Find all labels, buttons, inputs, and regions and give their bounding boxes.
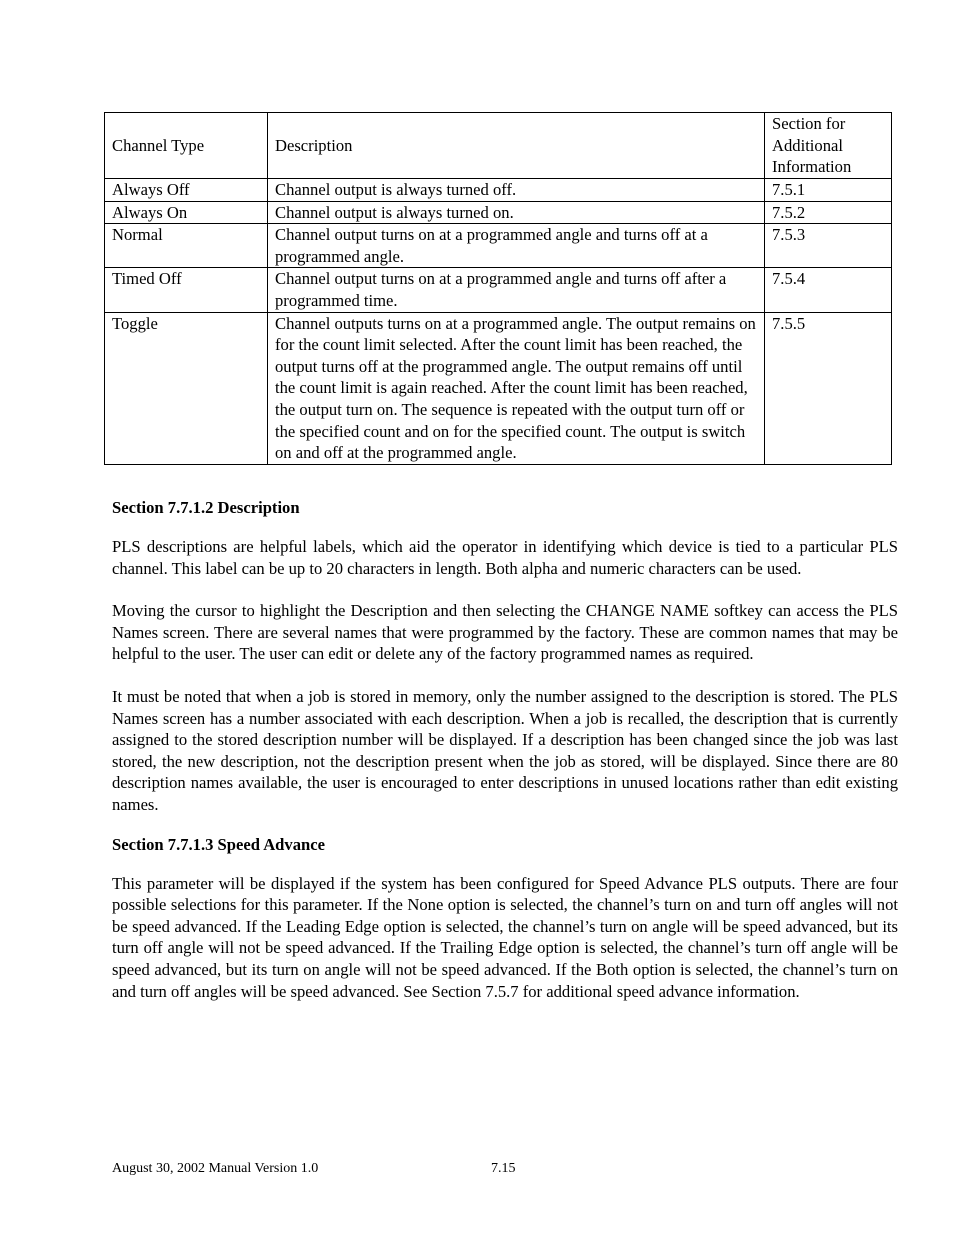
table-row	[105, 268, 892, 312]
table-row	[105, 179, 892, 202]
page-number: 7.15	[491, 1161, 516, 1176]
header-section: Section for Additional Information	[765, 113, 892, 179]
cell-description: Channel outputs turns on at a programmed angle. The output remains on for the count limit selected. After the count limit has been reached, the output turns off at the programmed angle. The output remains off until the count limit is again reached. After the count limit has been reached, the output turn on. The sequence is repeated with the output turn off or the specified count and on for the specified count. The output is switch on and off at the programmed angle.	[268, 312, 765, 464]
cell-channel-type: Toggle	[105, 312, 268, 464]
cell-channel-type: Always On	[105, 201, 268, 224]
header-description: Description	[268, 113, 765, 179]
table-row	[105, 224, 892, 268]
cell-description: Channel output is always turned off.	[268, 179, 765, 202]
table-row	[105, 201, 892, 224]
paragraph: Moving the cursor to highlight the Description and then selecting the CHANGE NAME softkey can access the PLS Names screen. There are several names that were programmed by the factory. These are common names that may be helpful to the user. The user can edit or delete any of the factory programmed names as required.	[112, 601, 898, 664]
footer-date-version: August 30, 2002 Manual Version 1.0	[112, 1161, 319, 1176]
section-heading-description: Section 7.7.1.2 Description	[112, 498, 300, 517]
table-row	[105, 312, 892, 464]
channel-type-table	[104, 112, 892, 465]
cell-channel-type: Always Off	[105, 179, 268, 202]
cell-channel-type: Timed Off	[105, 268, 268, 312]
cell-section: 7.5.5	[765, 312, 892, 464]
paragraph: PLS descriptions are helpful labels, which aid the operator in identifying which device is tied to a particular PLS channel. This label can be up to 20 characters in length. Both alpha and numeric characters can be used.	[112, 537, 898, 578]
cell-section: 7.5.1	[765, 179, 892, 202]
cell-section: 7.5.2	[765, 201, 892, 224]
cell-section: 7.5.3	[765, 224, 892, 268]
table-header-row	[105, 113, 892, 179]
header-channel-type: Channel Type	[105, 113, 268, 179]
paragraph: It must be noted that when a job is stored in memory, only the number assigned to the description is stored. The PLS Names screen has a number associated with each description. When a job is recalled, the description that is currently assigned to the stored description number will be displayed. If a description has been changed since the job was last stored, the new description, not the description present when the job as stored, will be displayed. Since there are 80 description names available, the user is encouraged to enter descriptions in unused locations rather than edit existing names.	[112, 686, 898, 814]
body-content	[112, 497, 898, 1023]
paragraph: This parameter will be displayed if the system has been configured for Speed Advance PLS outputs. There are four possible selections for this parameter. If the None option is selected, the channel’s turn on and turn off angles will not be speed advanced. If the Leading Edge option is selected, the channel’s turn on angle will be speed advanced, but its turn off angle will not be speed advanced. If the Trailing Edge option is selected, the channel’s turn off angle will be speed advanced, but its turn on angle will not be speed advanced. If the Both option is selected, the channel’s turn on and turn off angles will be speed advanced. See Section 7.5.7 for additional speed advance information.	[112, 873, 898, 1001]
cell-description: Channel output is always turned on.	[268, 201, 765, 224]
cell-description: Channel output turns on at a programmed angle and turns off after a programmed time.	[268, 268, 765, 312]
cell-description: Channel output turns on at a programmed angle and turns off at a programmed angle.	[268, 224, 765, 268]
section-heading-speed-advance: Section 7.7.1.3 Speed Advance	[112, 834, 325, 854]
cell-channel-type: Normal	[105, 224, 268, 268]
cell-section: 7.5.4	[765, 268, 892, 312]
